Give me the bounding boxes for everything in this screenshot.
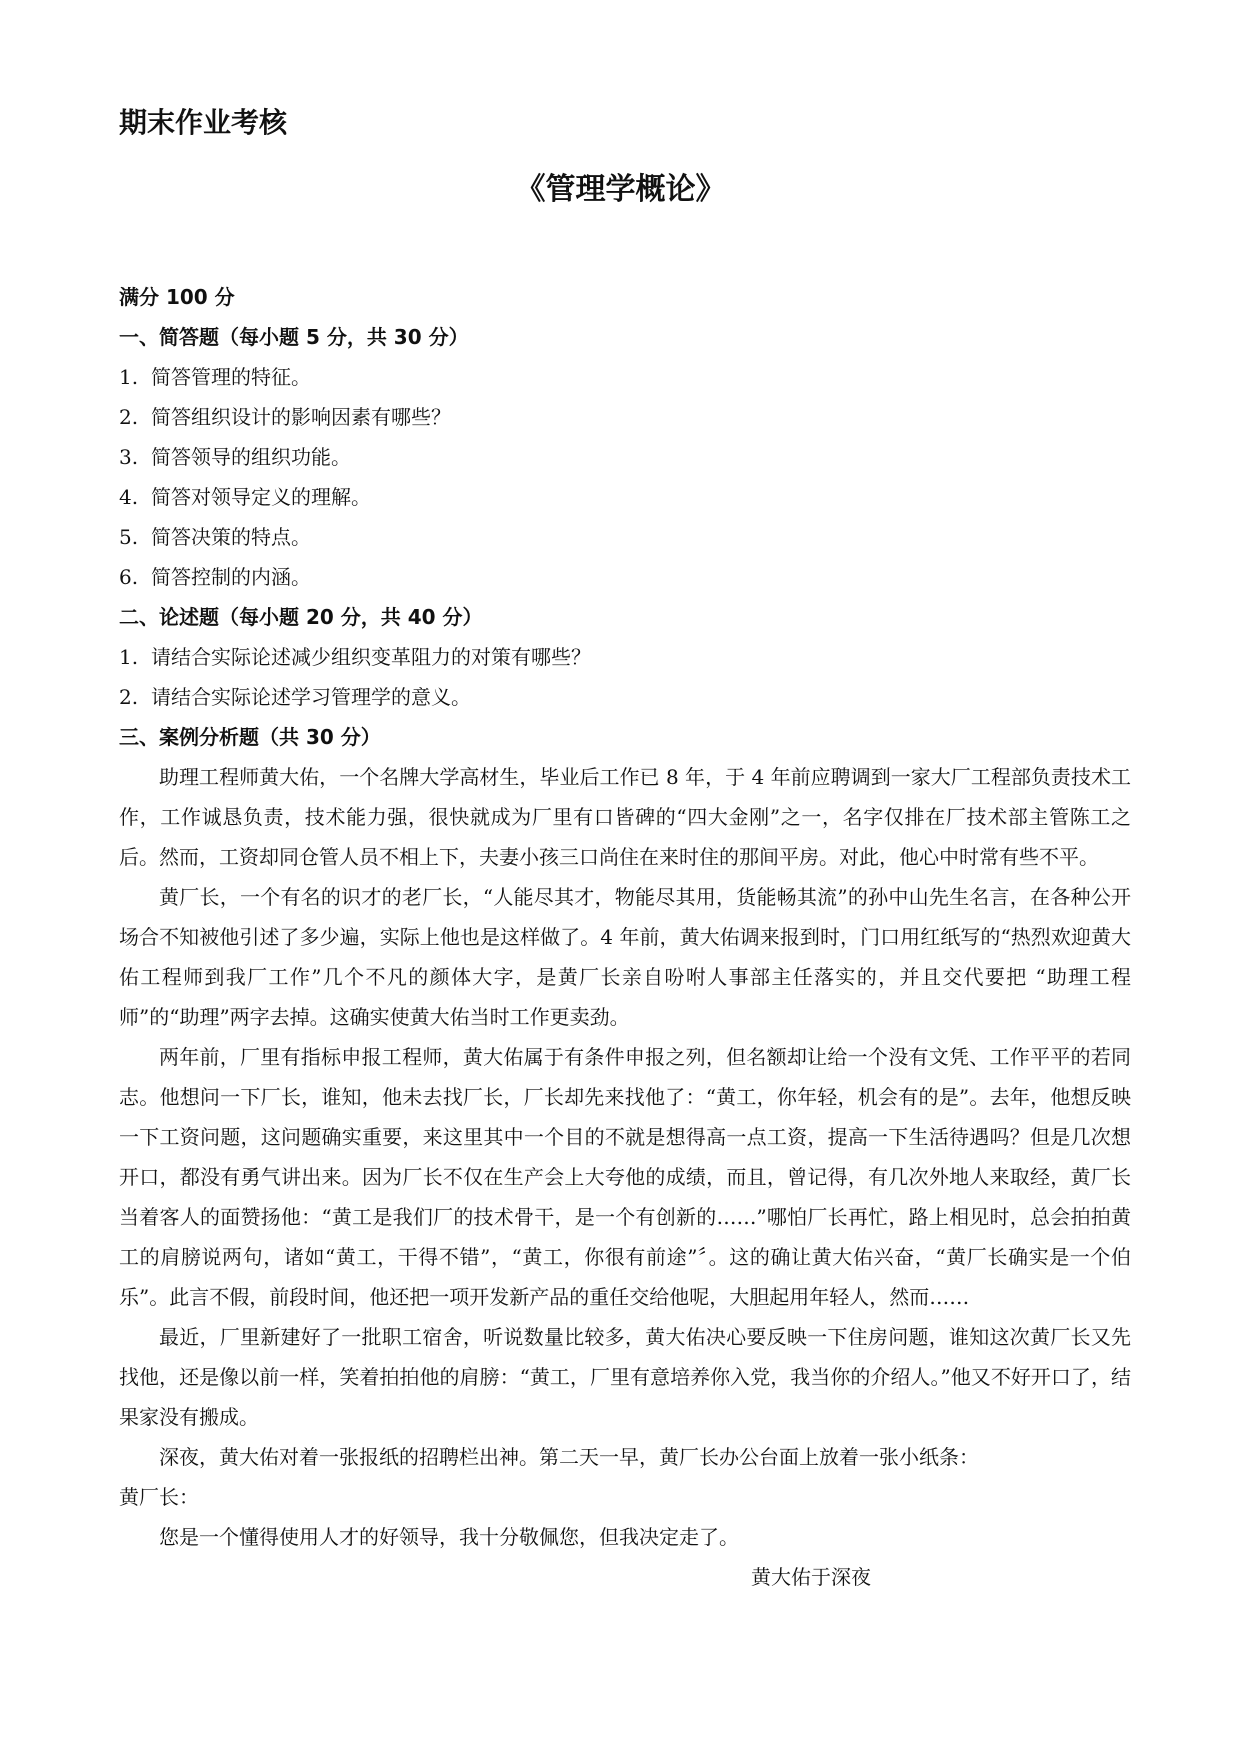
case-paragraph: 两年前，厂里有指标申报工程师，黄大佑属于有条件申报之列，但名额却让给一个没有文凭、工作平平的若同志。他想问一下厂长，谁知，他未去找厂长，厂长却先来找他了：“黄工，你年轻，机会有的是”。去年，他想反映一下工资问题，这问题确实重要，来这里其中一个目的不就是想得高一点工资，提高一下生活待遇吗？但是几次想开口，都没有勇气讲出来。因为厂长不仅在生产会上大夸他的成绩，而且，曾记得，有几次外地人来取经，黄厂长当着客人的面赞扬他：“黄工是我们厂的技术骨干，是一个有创新的……”哪怕厂长再忙，路上相见时，总会拍拍黄工的肩膀说两句，诸如“黄工，干得不错”，“黄工，你很有前途”〞。这的确让黄大佑兴奋，“黄厂长确实是一个伯乐”。此言不假，前段时间，他还把一项开发新产品的重任交给他呢，大胆起用年轻人，然而…… bbox=[119, 1045, 1131, 1309]
question-number: 3. bbox=[119, 445, 139, 469]
case-paragraph: 黄厂长，一个有名的识才的老厂长，“人能尽其才，物能尽其用，货能畅其流”的孙中山先生名言，在各种公开场合不知被他引述了多少遍，实际上他也是这样做了。4 年前，黄大佑调来报到时，门口用红纸写的“热烈欢迎黄大佑工程师到我厂工作”几个不凡的颜体大字，是黄厂长亲自吩咐人事部主任落实的，并且交代要把 “助理工程师”的“助理”两字去掉。这确实使黄大佑当时工作更卖劲。 bbox=[119, 885, 1131, 1029]
question-text: 简答组织设计的影响因素有哪些？ bbox=[151, 405, 451, 429]
course-title: 《管理学概论》 bbox=[515, 172, 726, 207]
question-item bbox=[119, 397, 1131, 437]
letter-salutation: 黄厂长： bbox=[119, 1485, 199, 1509]
question-number: 2. bbox=[119, 405, 139, 429]
section3-title: 三、案例分析题（共 30 分） bbox=[119, 725, 381, 749]
question-text: 简答领导的组织功能。 bbox=[151, 445, 351, 469]
question-number: 4. bbox=[119, 485, 139, 509]
question-item bbox=[119, 677, 1131, 717]
question-number: 5. bbox=[119, 525, 139, 549]
section2-title: 二、论述题（每小题 20 分，共 40 分） bbox=[119, 605, 483, 629]
question-item bbox=[119, 357, 1131, 397]
question-number: 2. bbox=[119, 685, 139, 709]
case-paragraph: 最近，厂里新建好了一批职工宿舍，听说数量比较多，黄大佑决心要反映一下住房问题，谁知这次黄厂长又先找他，还是像以前一样，笑着拍拍他的肩膀：“黄工，厂里有意培养你入党，我当你的介绍人。”他又不好开口了，结果家没有搬成。 bbox=[119, 1325, 1131, 1429]
question-text: 简答管理的特征。 bbox=[151, 365, 311, 389]
question-item bbox=[119, 637, 1131, 677]
exam-content bbox=[119, 277, 1131, 1597]
question-text: 简答决策的特点。 bbox=[151, 525, 311, 549]
case-paragraph: 助理工程师黄大佑，一个名牌大学高材生，毕业后工作已 8 年，于 4 年前应聘调到一家大厂工程部负责技术工作，工作诚恳负责，技术能力强，很快就成为厂里有口皆碑的“四大金刚”之一，名字仅排在厂技术部主管陈工之后。然而，工资却同仓管人员不相上下，夫妻小孩三口尚住在来时住的那间平房。对此，他心中时常有些不平。 bbox=[119, 765, 1131, 869]
question-item bbox=[119, 437, 1131, 477]
question-text: 简答控制的内涵。 bbox=[151, 565, 311, 589]
question-text: 简答对领导定义的理解。 bbox=[151, 485, 371, 509]
question-number: 1. bbox=[119, 365, 139, 389]
section1-title: 一、简答题（每小题 5 分，共 30 分） bbox=[119, 325, 469, 349]
question-text: 请结合实际论述学习管理学的意义。 bbox=[151, 685, 471, 709]
question-item bbox=[119, 477, 1131, 517]
question-text: 请结合实际论述减少组织变革阻力的对策有哪些？ bbox=[151, 645, 591, 669]
question-number: 6. bbox=[119, 565, 139, 589]
total-score: 满分 100 分 bbox=[119, 285, 235, 309]
letter-body: 您是一个懂得使用人才的好领导，我十分敬佩您，但我决定走了。 bbox=[159, 1525, 739, 1549]
question-item bbox=[119, 557, 1131, 597]
letter-signature: 黄大佑于深夜 bbox=[751, 1565, 871, 1589]
question-number: 1. bbox=[119, 645, 139, 669]
case-paragraph: 深夜，黄大佑对着一张报纸的招聘栏出神。第二天一早，黄厂长办公台面上放着一张小纸条： bbox=[159, 1445, 979, 1469]
question-item bbox=[119, 517, 1131, 557]
document-header: 期末作业考核 bbox=[119, 106, 288, 139]
